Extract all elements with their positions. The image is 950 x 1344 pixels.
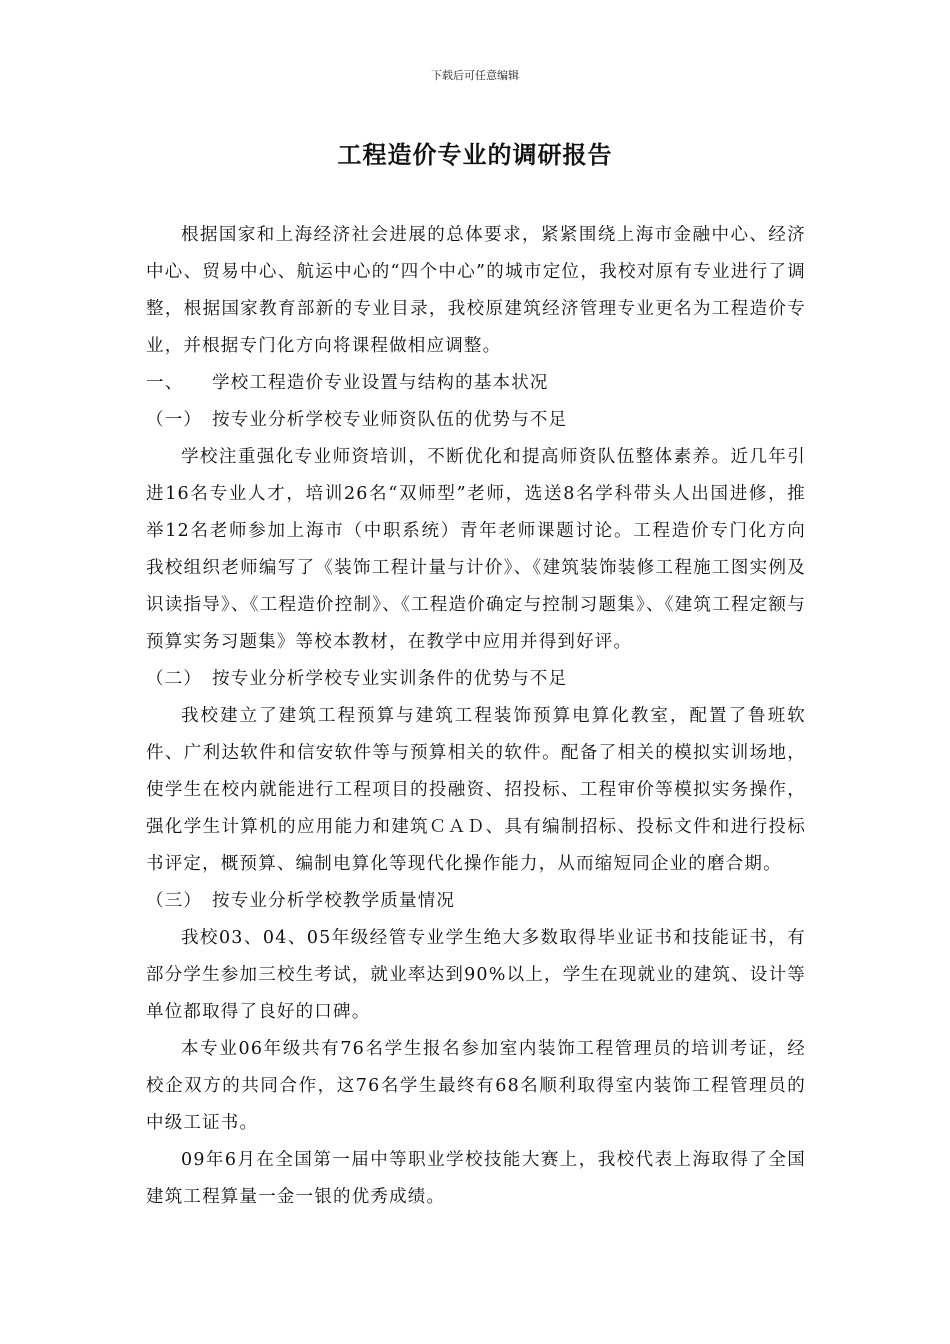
subsection-heading-text: 按专业分析学校专业师资队伍的优势与不足 <box>212 410 568 430</box>
subsection-number: （一） <box>146 410 203 430</box>
subsection-heading-text: 按专业分析学校教学质量情况 <box>212 891 456 911</box>
document-title: 工程造价专业的调研报告 <box>337 141 613 169</box>
section-number: 一、 <box>146 373 184 393</box>
subsection-number: （二） <box>146 669 203 689</box>
paragraph-training-facilities: 我校建立了建筑工程预算与建筑工程装饰预算电算化教室，配置了鲁班软件、广利达软件和信安软件等与预算相关的软件。配备了相关的模拟实训场地，使学生在校内就能进行工程项目的投融资、招投标、工程审价等模拟实务操作，强化学生计算机的应用能力和建筑ＣＡＤ、具有编制招标、投标文件和进行投标书评定，概预算、编制电算化等现代化操作能力，从而缩短同企业的磨合期。 <box>146 706 806 874</box>
subsection-heading-2 <box>146 661 806 698</box>
subsection-heading-3 <box>146 883 806 920</box>
subsection-heading-1 <box>146 402 806 439</box>
paragraph-faculty: 学校注重强化专业师资培训，不断优化和提高师资队伍整体素养。近几年引进16名专业人才，培训26名“双师型”老师，选送8名学科带头人出国进修，推举12名老师参加上海市（中职系统）青年老师课题讨论。工程造价专门化方向我校组织老师编写了《装饰工程计量与计价》、《建筑装饰装修工程施工图实例及识读指导》、《工程造价控制》、《工程造价确定与控制习题集》、《建筑工程定额与预算实务习题集》等校本教材，在教学中应用并得到好评。 <box>146 447 806 652</box>
paragraph-intro: 根据国家和上海经济社会进展的总体要求，紧紧围绕上海市金融中心、经济中心、贸易中心、航运中心的“四个中心”的城市定位，我校对原有专业进行了调整，根据国家教育部新的专业目录，我校原建筑经济管理专业更名为工程造价专业，并根据专门化方向将课程做相应调整。 <box>146 225 806 356</box>
subsection-number: （三） <box>146 891 203 911</box>
section-heading-text: 学校工程造价专业设置与结构的基本状况 <box>212 373 549 393</box>
paragraph-quality-1: 我校03、04、05年级经管专业学生绝大多数取得毕业证书和技能证书，有部分学生参加三校生考试，就业率达到90%以上，学生在现就业的建筑、设计等单位都取得了良好的口碑。 <box>146 928 806 1022</box>
section-heading-1 <box>146 365 806 402</box>
paragraph-quality-3: 09年6月在全国第一届中等职业学校技能大赛上，我校代表上海取得了全国建筑工程算量一金一银的优秀成绩。 <box>146 1150 806 1207</box>
paragraph-quality-2: 本专业06年级共有76名学生报名参加室内装饰工程管理员的培训考证，经校企双方的共同合作，这76名学生最终有68名顺利取得室内装饰工程管理员的中级工证书。 <box>146 1039 806 1133</box>
document-body <box>146 217 806 1216</box>
header-note: 下载后可任意编辑 <box>431 69 519 82</box>
subsection-heading-text: 按专业分析学校专业实训条件的优势与不足 <box>212 669 568 689</box>
